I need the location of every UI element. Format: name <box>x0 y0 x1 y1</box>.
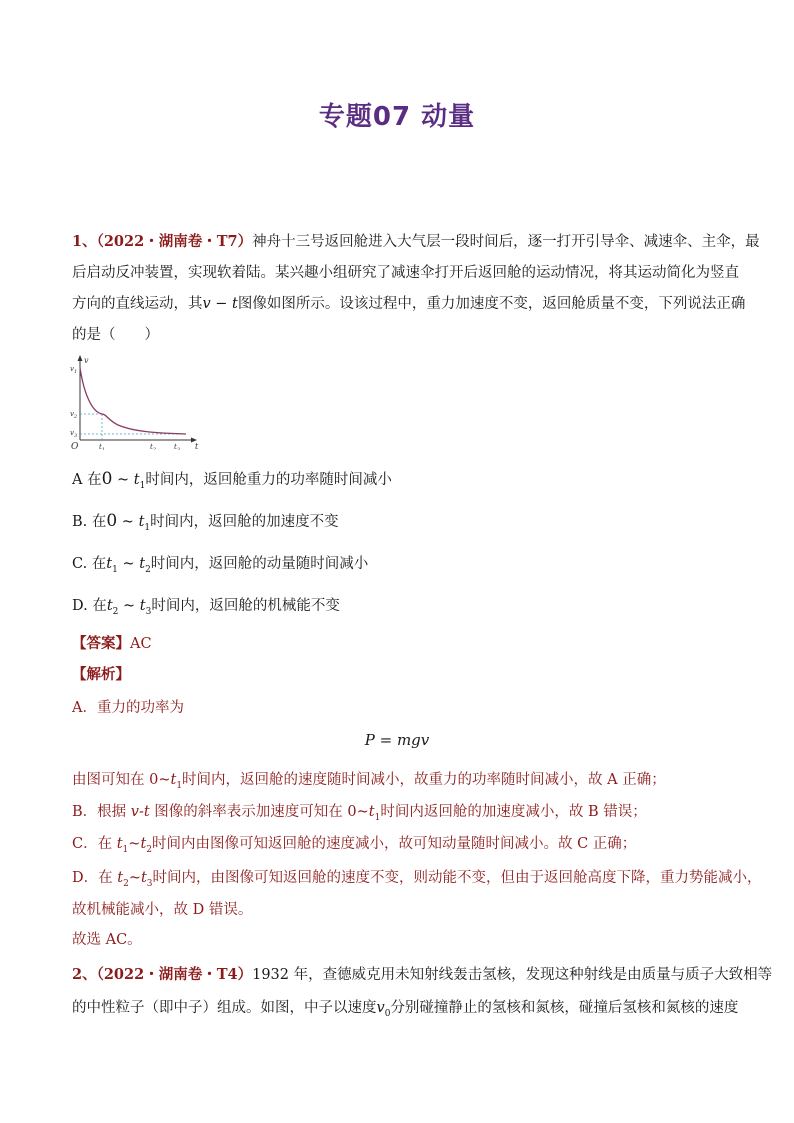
vt-curve <box>80 368 186 434</box>
analysis-line-4: D．在 $t_2\sim t_3$时间内，由图像可知返回舱的速度不变，则动能不变，但由于返回舱高度下降，重力势能减小， <box>72 870 762 889</box>
choose-line: 故选 AC。 <box>72 932 142 948</box>
formula: P = mgv <box>364 731 430 749</box>
option-a: A 在0 ~ $t_1$时间内，返回舱重力的功率随时间减小 <box>72 469 392 491</box>
answer-label: 【答案】 <box>72 635 130 652</box>
q1-line-1 <box>72 230 760 251</box>
q1-number: 1、 <box>72 233 97 250</box>
q1-stem-3c: 图像如图所示。设该过程中，重力加速度不变，返回舱质量不变，下列说法正确 <box>237 296 746 312</box>
q1-stem-1: 神舟十三号返回舱进入大气层一段时间后，逐一打开引导伞、减速伞、主伞，最 <box>252 234 760 250</box>
t-axis-label: t <box>195 442 199 450</box>
q2-stem-1: 1932 年，查德威克用未知射线轰击氢核，发现这种射线是由质量与质子大致相等 <box>252 967 773 983</box>
q1-stem-4: 的是（ ） <box>72 327 159 343</box>
option-b: B. 在0 ~ $t_1$时间内，返回舱的加速度不变 <box>72 511 339 533</box>
origin-label: O <box>71 442 79 450</box>
vt-graph <box>66 354 202 450</box>
answer-value: AC <box>130 636 152 652</box>
v1-label: $v_1$ <box>70 365 78 375</box>
option-c: C. 在$t_1$ ~ $t_2$时间内，返回舱的动量随时间减小 <box>72 556 369 575</box>
q2-line-1 <box>72 963 773 984</box>
analysis-label: 【解析】 <box>72 666 130 683</box>
v-axis-label: v <box>84 356 89 365</box>
page-title: 专题07 动量 <box>318 102 476 132</box>
q1-stem-3a: 方向的直线运动，其 <box>72 296 203 312</box>
v3-label: $v_3$ <box>70 429 78 439</box>
q1-stem-2: 后启动反冲装置，实现软着陆。某兴趣小组研究了减速伞打开后返回舱的运动情况，将其运动简化为竖直 <box>72 265 739 281</box>
q2-line-2: 的中性粒子（即中子）组成。如图，中子以速度$v_0$分别碰撞静止的氢核和氮核，碰撞后氢核和氮核的速度 <box>72 1000 739 1019</box>
option-d: D. 在$t_2$ ~ $t_3$时间内，返回舱的机械能不变 <box>72 598 340 617</box>
analysis-line-5: 故机械能减小，故 D 错误。 <box>72 902 253 918</box>
analysis-a-intro: A．重力的功率为 <box>72 700 184 716</box>
q1-vt-label: v − t <box>202 296 238 312</box>
v2-label: $v_2$ <box>70 410 78 420</box>
t2-label: $t_2$ <box>150 443 157 450</box>
q2-number: 2、 <box>72 966 97 983</box>
q1-source: （2022・湖南卷・T7） <box>96 233 253 250</box>
v-axis-arrow <box>78 355 83 361</box>
t1-label: $t_1$ <box>99 443 106 450</box>
q2-source: （2022・湖南卷・T4） <box>96 966 253 983</box>
analysis-line-2: B．根据 v-t 图像的斜率表示加速度可知在 $0\sim t_1$时间内返回舱的加速度减小，故 B 错误； <box>72 804 647 823</box>
analysis-line-3: C．在 $t_1\sim t_2$时间内由图像可知返回舱的速度减小，故可知动量随时间减小。故 C 正确； <box>72 836 637 855</box>
answer-line <box>72 632 722 653</box>
analysis-line-1: 由图可知在 $0\sim t_1$时间内，返回舱的速度随时间减小，故重力的功率随时间减小，故 A 正确； <box>72 772 666 791</box>
t3-label: $t_3$ <box>174 443 181 450</box>
q1-line-3 <box>72 292 746 313</box>
